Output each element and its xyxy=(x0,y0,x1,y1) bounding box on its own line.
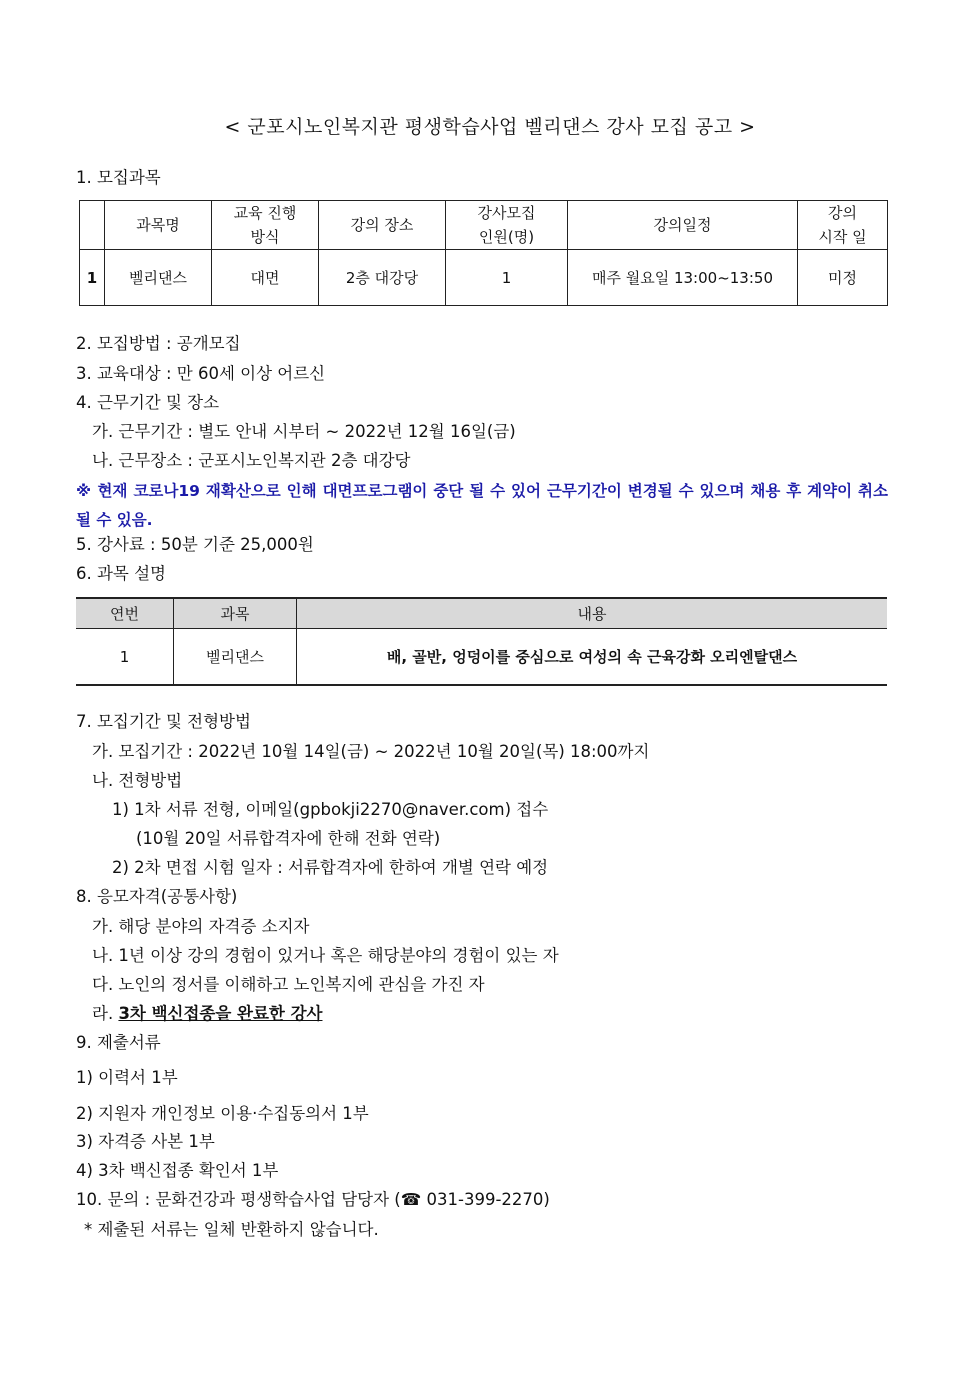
section-8-heading: 8. 응모자격(공통사항) xyxy=(76,887,238,906)
table-cell: 1 xyxy=(76,629,174,686)
section-8a: 가. 해당 분야의 자격증 소지자 xyxy=(92,917,310,936)
section-5: 5. 강사료 : 50분 기준 25,000원 xyxy=(76,535,314,554)
section-9-heading: 9. 제출서류 xyxy=(76,1033,161,1052)
section-9d: 4) 3차 백신접종 확인서 1부 xyxy=(76,1161,279,1180)
table-header-row xyxy=(80,201,888,250)
section-8c: 다. 노인의 정서를 이해하고 노인복지에 관심을 가진 자 xyxy=(92,975,485,994)
table-cell: 1 xyxy=(446,250,568,306)
section-3: 3. 교육대상 : 만 60세 이상 어르신 xyxy=(76,364,326,383)
subject-table xyxy=(79,200,888,306)
table-cell: 2층 대강당 xyxy=(319,250,446,306)
section-4a: 가. 근무기간 : 별도 안내 시부터 ~ 2022년 12월 16일(금) xyxy=(92,422,516,441)
section-7a: 가. 모집기간 : 2022년 10월 14일(금) ~ 2022년 10월 20일(목) 18:00까지 xyxy=(92,742,650,761)
table-cell: 배, 골반, 엉덩이를 중심으로 여성의 속 근육강화 오리엔탈댄스 xyxy=(297,629,888,686)
covid-notice: ※ 현재 코로나19 재확산으로 인해 대면프로그램이 중단 될 수 있어 근무기간이 변경될 수 있으며 채용 후 계약이 취소될 수 있음. xyxy=(76,482,888,529)
section-1-heading: 1. 모집과목 xyxy=(76,168,161,187)
table-cell: 벨리댄스 xyxy=(105,250,212,306)
table-header-cell: 내용 xyxy=(297,598,888,629)
footnote: * 제출된 서류는 일체 반환하지 않습니다. xyxy=(84,1220,379,1239)
section-9a: 1) 이력서 1부 xyxy=(76,1068,178,1087)
description-table xyxy=(76,597,887,686)
section-9b: 2) 지원자 개인정보 이용·수집동의서 1부 xyxy=(76,1104,369,1123)
table-header-cell: 강의일정 xyxy=(568,201,798,250)
table-cell: 매주 월요일 13:00~13:50 xyxy=(568,250,798,306)
table-header-cell: 교육 진행 방식 xyxy=(212,201,319,250)
section-10-contact: 10. 문의 : 문화건강과 평생학습사업 담당자 (☎ 031-399-2270) xyxy=(76,1190,550,1209)
table-cell: 대면 xyxy=(212,250,319,306)
table-header-row xyxy=(76,598,887,629)
vaccine-requirement: 3차 백신접종을 완료한 강사 xyxy=(118,1004,323,1023)
section-8d: 라. 3차 백신접종을 완료한 강사 xyxy=(92,1004,323,1023)
table-cell: 벨리댄스 xyxy=(174,629,297,686)
section-9c: 3) 자격증 사본 1부 xyxy=(76,1132,215,1151)
section-7b: 나. 전형방법 xyxy=(92,771,183,790)
section-6-heading: 6. 과목 설명 xyxy=(76,564,166,583)
section-7b1-note: (10월 20일 서류합격자에 한해 전화 연락) xyxy=(136,829,441,848)
table-header-cell: 연번 xyxy=(76,598,174,629)
table-header-cell: 강의 장소 xyxy=(319,201,446,250)
table-cell: 미정 xyxy=(798,250,888,306)
section-7b1: 1) 1차 서류 전형, 이메일(gpbokji2270@naver.com) 접수 xyxy=(112,800,549,819)
table-cell: 1 xyxy=(80,250,105,306)
table-header-cell: 과목명 xyxy=(105,201,212,250)
section-4-heading: 4. 근무기간 및 장소 xyxy=(76,393,220,412)
table-header-cell: 강의 시작 일 xyxy=(798,201,888,250)
table-row xyxy=(80,250,888,306)
table-header-cell xyxy=(80,201,105,250)
table-header-cell: 과목 xyxy=(174,598,297,629)
section-2: 2. 모집방법 : 공개모집 xyxy=(76,334,241,353)
section-4b: 나. 근무장소 : 군포시노인복지관 2층 대강당 xyxy=(92,451,411,470)
section-7-heading: 7. 모집기간 및 전형방법 xyxy=(76,712,251,731)
table-header-cell: 강사모집 인원(명) xyxy=(446,201,568,250)
page-title: < 군포시노인복지관 평생학습사업 벨리댄스 강사 모집 공고 > xyxy=(224,116,756,138)
section-8b: 나. 1년 이상 강의 경험이 있거나 혹은 해당분야의 경험이 있는 자 xyxy=(92,946,559,965)
table-row xyxy=(76,629,887,686)
section-7b2: 2) 2차 면접 시험 일자 : 서류합격자에 한하여 개별 연락 예정 xyxy=(112,858,549,877)
